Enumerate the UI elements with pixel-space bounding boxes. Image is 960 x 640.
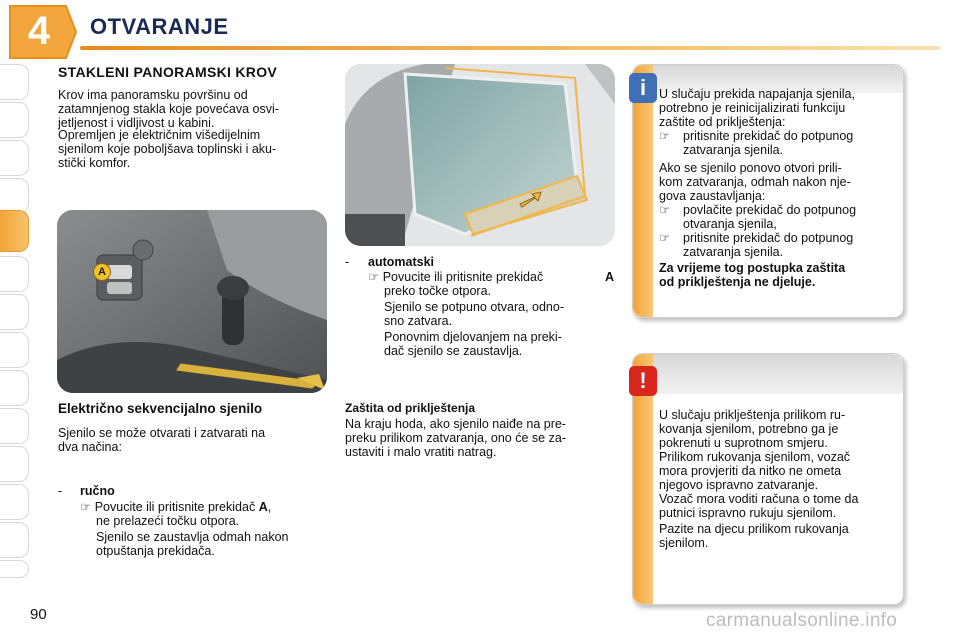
side-tab[interactable]	[0, 484, 29, 520]
pinch-protection-title: Zaštita od priklještenja	[345, 401, 476, 415]
manual-instruction-cont: ne prelazeći točku otpora.	[96, 514, 240, 528]
list-dash: -	[345, 255, 350, 269]
page-number: 90	[30, 606, 47, 623]
manual-mode-title: ručno	[80, 484, 115, 498]
side-tab[interactable]	[0, 446, 29, 482]
chapter-number: 4	[27, 9, 51, 53]
side-tab[interactable]	[0, 102, 29, 138]
info-icon: i	[629, 73, 657, 103]
info-bullet: ☞ povlačite prekidač do potpunog otvaranja sjenila,	[659, 203, 857, 231]
modes-paragraph: Sjenilo se može otvarati i zatvarati na dva načina:	[58, 426, 266, 454]
info-reopen-text: Ako se sjenilo ponovo otvori prili- kom zatvaranja, odmah nakon nje- gova zaustavljanja:	[659, 161, 851, 203]
auto-instruction: ☞ Povucite ili pritisnite prekidač A	[368, 270, 614, 284]
subsection-heading: Električno sekvencijalno sjenilo	[58, 401, 263, 416]
auto-open-text: Sjenilo se potpuno otvara, odno- sno zatvara.	[384, 300, 564, 328]
warning-panel	[632, 353, 904, 605]
side-tab[interactable]	[0, 332, 29, 368]
auto-stop-text: Ponovnim djelovanjem na preki- dač sjenilo se zaustavlja.	[384, 330, 562, 358]
info-panel	[632, 64, 904, 318]
intro-paragraph: Krov ima panoramsku površinu od zatamnjenog stakla koje povećava osvi- jetljenost i vidljivost u kabini.	[58, 88, 279, 130]
auto-mode-title: automatski	[368, 255, 434, 269]
panoramic-roof-photo	[345, 64, 615, 246]
side-tab[interactable]	[0, 64, 29, 100]
warning-p4: Pazite na djecu prilikom rukovanja sjenilom.	[659, 522, 849, 550]
pointer-icon: ☞	[659, 203, 671, 217]
pinch-protection-text: Na kraju hoda, ako sjenilo naiđe na pre- preku prilikom zatvaranja, ono će se za- ustaviti i malo vratiti natrag.	[345, 417, 566, 459]
manual-stop-text: Sjenilo se zaustavlja odmah nakon otpuštanja prekidača.	[96, 530, 289, 558]
side-tab[interactable]	[0, 256, 29, 292]
warning-icon: !	[629, 366, 657, 396]
section-heading: STAKLENI PANORAMSKI KROV	[58, 64, 278, 80]
info-bullet: ☞ pritisnite prekidač do potpunog zatvaranja sjenila.	[659, 129, 854, 157]
side-tab[interactable]	[0, 178, 29, 214]
auto-instruction-cont: preko točke otpora.	[384, 284, 492, 298]
info-intro: U slučaju prekida napajanja sjenila, potrebno je reinicijalizirati funkciju zaštite od priklještenja:	[659, 87, 855, 129]
side-tab[interactable]	[0, 294, 29, 330]
switch-a-label: A	[93, 263, 111, 281]
side-tab[interactable]	[0, 408, 29, 444]
side-tab[interactable]	[0, 560, 29, 578]
chapter-title: OTVARANJE	[90, 14, 229, 39]
pointer-icon: ☞	[368, 270, 380, 284]
equipment-paragraph: Opremljen je električnim višedijelnim sjenilom koje poboljšava toplinski i aku- stički komfor.	[58, 128, 277, 170]
watermark: carmanualsonline.info	[706, 610, 898, 631]
side-tab[interactable]	[0, 140, 29, 176]
pointer-icon: ☞	[659, 231, 671, 245]
pointer-icon: ☞	[80, 500, 92, 514]
console-switch-photo	[57, 210, 327, 393]
warning-p2: Prilikom rukovanja sjenilom, vozač mora provjeriti da nitko ne ometa njegovo ispravno zatvaranje.	[659, 450, 851, 492]
warning-p3: Vozač mora voditi računa o tome da putnici ispravno rukuju sjenilom.	[659, 492, 859, 520]
side-tab[interactable]	[0, 522, 29, 558]
header-rule	[80, 46, 940, 50]
side-tab[interactable]	[0, 370, 29, 406]
warning-panel-header	[653, 354, 903, 394]
info-warning-bold: Za vrijeme tog postupka zaštita od priklještenja ne djeluje.	[659, 261, 846, 289]
side-tab-active[interactable]	[0, 210, 29, 252]
pointer-icon: ☞	[659, 129, 671, 143]
manual-instruction: ☞ Povucite ili pritisnite prekidač A,	[80, 500, 272, 514]
warning-p1: U slučaju priklještenja prilikom ru- kovanja sjenilom, potrebno ga je pokrenuti u suprotnom smjeru.	[659, 408, 846, 450]
info-bullet: ☞ pritisnite prekidač do potpunog zatvaranja sjenila.	[659, 231, 854, 259]
list-dash: -	[58, 484, 63, 498]
